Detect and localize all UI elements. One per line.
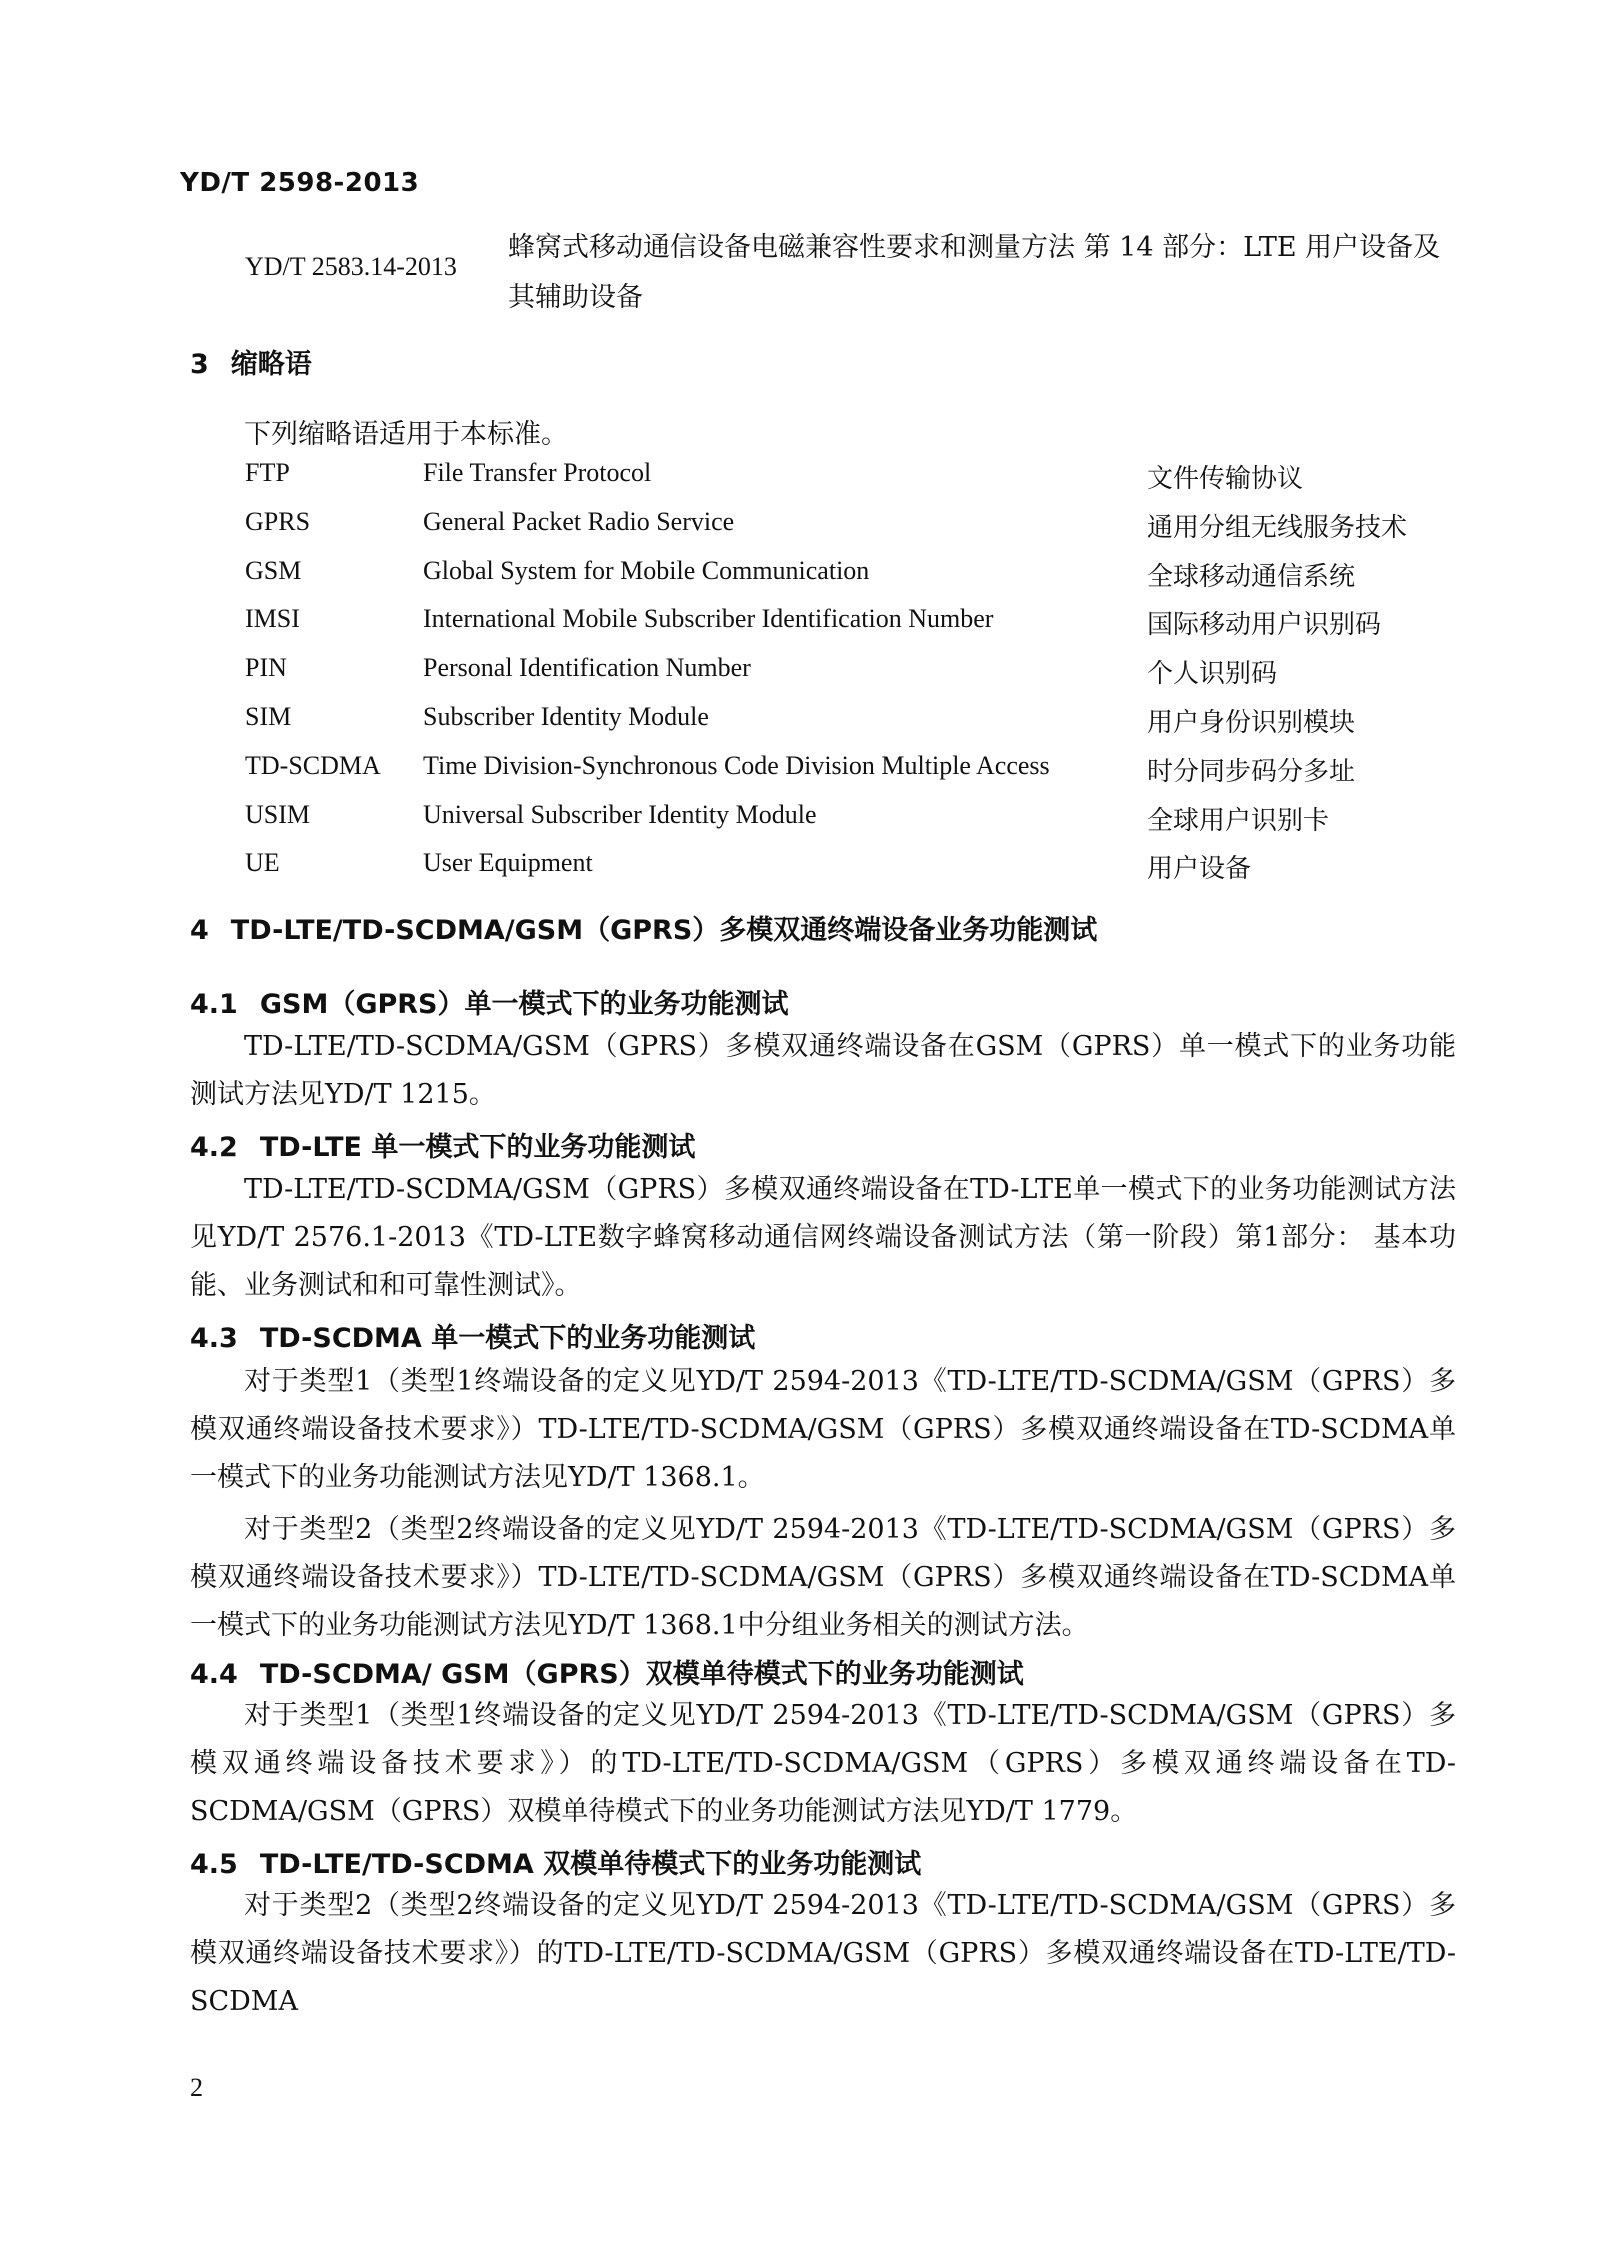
abbr-cell: GSM — [245, 555, 302, 585]
abbreviations-table — [245, 452, 1465, 891]
section-number: 4.1 — [190, 989, 238, 1020]
chinese-term-cell: 通用分组无线服务技术 — [1147, 512, 1408, 542]
section-title: TD-SCDMA 单一模式下的业务功能测试 — [259, 1323, 756, 1354]
section-4-4-paragraph: 对于类型1（类型1终端设备的定义见YD/T 2594-2013《TD-LTE/TD-SCDMA/GSM（GPRS）多模双通终端设备技术要求》）的TD-LTE/TD-SCDMA/GSM（GPRS）多模双通终端设备在TD-SCDMA/GSM（GPRS）双模单待模式下的业务功能测试方法见YD/T 1779。 — [190, 1700, 1456, 1827]
english-term-cell: User Equipment — [423, 848, 593, 878]
chinese-term-cell: 全球用户识别卡 — [1147, 805, 1330, 835]
english-term-cell: Universal Subscriber Identity Module — [423, 799, 817, 829]
section-4-2-paragraph: TD-LTE/TD-SCDMA/GSM（GPRS）多模双通终端设备在TD-LTE单一模式下的业务功能测试方法见YD/T 2576.1-2013《TD-LTE数字蜂窝移动通信网终端设备测试方法（第一阶段）第1部分： 基本功能、业务测试和和可靠性测试》。 — [190, 1174, 1456, 1301]
abbr-cell: UE — [245, 848, 280, 878]
reference-title: 蜂窝式移动通信设备电磁兼容性要求和测量方法 第 14 部分：LTE 用户设备及其辅助设备 — [508, 232, 1441, 313]
page-number: 2 — [190, 2073, 203, 2102]
chinese-term-cell: 用户身份识别模块 — [1147, 707, 1356, 737]
abbr-cell: GPRS — [245, 506, 311, 536]
chinese-term-cell: 国际移动用户识别码 — [1147, 610, 1382, 640]
chinese-term-cell: 全球移动通信系统 — [1147, 561, 1356, 591]
section-4-1-heading — [190, 982, 789, 1021]
section-4-3-paragraph-1: 对于类型1（类型1终端设备的定义见YD/T 2594-2013《TD-LTE/TD-SCDMA/GSM（GPRS）多模双通终端设备技术要求》）TD-LTE/TD-SCDMA/GSM（GPRS）多模双通终端设备在TD-SCDMA单一模式下的业务功能测试方法见YD/T 1368.1。 — [190, 1366, 1456, 1493]
abbr-cell: IMSI — [245, 604, 300, 634]
section-3-heading — [190, 342, 312, 381]
section-4-3-paragraph-2: 对于类型2（类型2终端设备的定义见YD/T 2594-2013《TD-LTE/TD-SCDMA/GSM（GPRS）多模双通终端设备技术要求》）TD-LTE/TD-SCDMA/GSM（GPRS）多模双通终端设备在TD-SCDMA单一模式下的业务功能测试方法见YD/T 1368.1中分组业务相关的测试方法。 — [190, 1514, 1456, 1641]
table-row — [245, 647, 1465, 696]
section-4-1-paragraph: TD-LTE/TD-SCDMA/GSM（GPRS）多模双通终端设备在GSM（GPRS）单一模式下的业务功能测试方法见YD/T 1215。 — [190, 1031, 1456, 1110]
table-row — [245, 501, 1465, 550]
table-row — [245, 452, 1465, 501]
section-number: 4.3 — [190, 1323, 238, 1354]
section-title: GSM（GPRS）单一模式下的业务功能测试 — [259, 989, 789, 1020]
abbr-cell: FTP — [245, 458, 290, 487]
table-row — [245, 598, 1465, 647]
section-4-2-heading — [190, 1125, 695, 1164]
section-number: 4 — [190, 915, 209, 946]
table-row — [245, 696, 1465, 745]
section-number: 3 — [190, 349, 209, 380]
section-number: 4.4 — [190, 1659, 238, 1690]
abbr-cell: USIM — [245, 799, 311, 829]
abbreviations-intro: 下列缩略语适用于本标准。 — [244, 419, 568, 450]
abbr-cell: PIN — [245, 653, 287, 683]
section-4-5-paragraph: 对于类型2（类型2终端设备的定义见YD/T 2594-2013《TD-LTE/TD-SCDMA/GSM（GPRS）多模双通终端设备技术要求》）的TD-LTE/TD-SCDMA/GSM（GPRS）多模双通终端设备在TD-LTE/TD-SCDMA — [190, 1890, 1456, 2017]
english-term-cell: Global System for Mobile Communication — [423, 555, 870, 585]
section-number: 4.2 — [190, 1132, 238, 1163]
section-4-heading — [190, 908, 1097, 947]
chinese-term-cell: 个人识别码 — [1147, 659, 1278, 689]
section-title: TD-LTE/TD-SCDMA/GSM（GPRS）多模双通终端设备业务功能测试 — [230, 915, 1098, 946]
english-term-cell: File Transfer Protocol — [423, 458, 652, 487]
english-term-cell: International Mobile Subscriber Identification Number — [423, 604, 994, 634]
section-title: TD-LTE/TD-SCDMA 双模单待模式下的业务功能测试 — [259, 1849, 922, 1880]
section-4-5-heading — [190, 1842, 921, 1881]
table-row — [245, 842, 1465, 891]
english-term-cell: Time Division-Synchronous Code Division Multiple Access — [423, 750, 1050, 780]
section-title: TD-LTE 单一模式下的业务功能测试 — [259, 1132, 696, 1163]
section-4-4-heading — [190, 1652, 1024, 1691]
table-row — [245, 745, 1465, 794]
section-number: 4.5 — [190, 1849, 238, 1880]
section-4-3-heading — [190, 1316, 755, 1355]
chinese-term-cell: 时分同步码分多址 — [1147, 756, 1356, 786]
table-row — [245, 794, 1465, 843]
abbr-cell: SIM — [245, 701, 292, 731]
english-term-cell: Personal Identification Number — [423, 653, 751, 683]
chinese-term-cell: 用户设备 — [1147, 854, 1252, 884]
section-title: TD-SCDMA/ GSM（GPRS）双模单待模式下的业务功能测试 — [259, 1659, 1024, 1690]
section-title: 缩略语 — [230, 349, 312, 380]
standard-code-header: YD/T 2598-2013 — [180, 168, 420, 198]
english-term-cell: Subscriber Identity Module — [423, 701, 709, 731]
abbr-cell: TD-SCDMA — [245, 750, 381, 780]
reference-code: YD/T 2583.14-2013 — [245, 252, 457, 281]
chinese-term-cell: 文件传输协议 — [1147, 464, 1304, 493]
english-term-cell: General Packet Radio Service — [423, 506, 735, 536]
table-row — [245, 550, 1465, 599]
